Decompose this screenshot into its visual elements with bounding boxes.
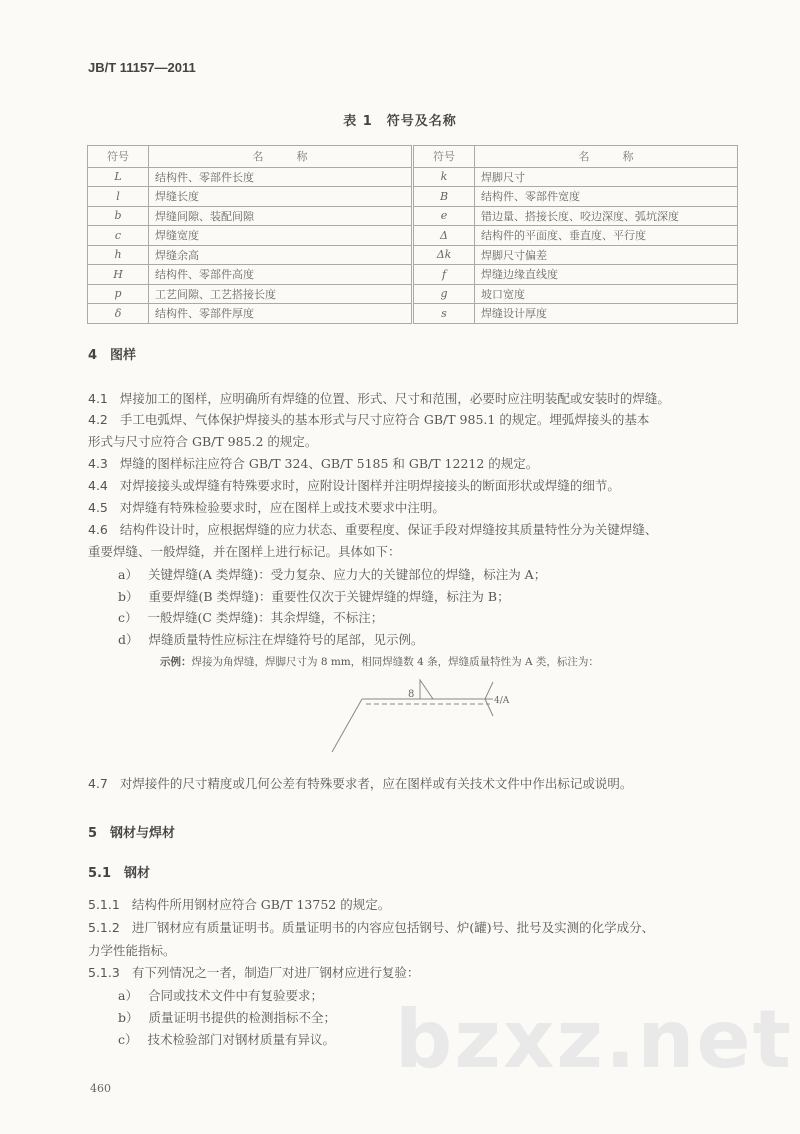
- name-cell: 工艺间隙、工艺搭接长度: [149, 284, 412, 304]
- para-text: 有下列情况之一者，制造厂对进厂钢材应进行复验：: [131, 965, 420, 980]
- clause-number: 5.1.1: [88, 897, 120, 912]
- list-item: [118, 567, 546, 583]
- para-4-2-cont: 形式与尺寸应符合 GB/T 985.2 的规定。: [88, 434, 318, 449]
- page-number: 460: [90, 1082, 111, 1095]
- para-5-1-1: [88, 897, 390, 913]
- symbol-cell: s: [414, 304, 475, 324]
- symbol-cell: L: [88, 167, 149, 187]
- list-item: [118, 988, 323, 1004]
- symbol-cell: l: [88, 187, 149, 207]
- list-marker: a）: [118, 567, 138, 582]
- table-row: [88, 226, 738, 246]
- table-header-row: [88, 146, 738, 168]
- para-4-4: [88, 478, 620, 494]
- para-text: 手工电弧焊、气体保护焊接头的基本形式与尺寸应符合 GB/T 985.1 的规定。埋弧焊接头的基本: [119, 412, 650, 427]
- section-5-title: 5 钢材与焊材: [88, 826, 176, 841]
- example-note: [160, 655, 599, 669]
- list-text: 一般焊缝(C 类焊缝)：其余焊缝，不标注；: [147, 610, 384, 625]
- symbol-cell: Δk: [414, 245, 475, 265]
- clause-number: 5.1.2: [88, 920, 120, 935]
- table-caption: 表 1 符号及名称: [343, 114, 457, 129]
- watermark: bzxz.net: [395, 993, 793, 1086]
- example-text: 焊接为角焊缝，焊脚尺寸为 8 mm，相同焊缝数 4 条，焊缝质量特性为 A 类，标注为：: [191, 656, 599, 668]
- header-name: 名 称: [149, 146, 412, 168]
- clause-number: 5.1.3: [88, 965, 120, 980]
- standard-number: JB/T 11157—2011: [88, 60, 196, 75]
- table-row: [88, 265, 738, 285]
- header-symbol: 符号: [88, 146, 149, 168]
- symbol-cell: c: [88, 226, 149, 246]
- header-name: 名 称: [475, 146, 738, 168]
- name-cell: 结构件、零部件高度: [149, 265, 412, 285]
- symbol-cell: g: [414, 284, 475, 304]
- symbol-cell: δ: [88, 304, 149, 324]
- weld-tail-label: 4/A: [494, 696, 510, 706]
- symbol-cell: e: [414, 206, 475, 226]
- clause-number: 4.4: [88, 478, 108, 493]
- arrow-line: [332, 699, 362, 752]
- table-row: [88, 167, 738, 187]
- symbol-cell: k: [414, 167, 475, 187]
- symbol-cell: B: [414, 187, 475, 207]
- list-item: [118, 1032, 335, 1048]
- para-text: 对焊接接头或焊缝有特殊要求时，应附设计图样并注明焊接接头的断面形状或焊缝的细节。: [119, 478, 620, 493]
- para-4-6-cont: 重要焊缝、一般焊缝，并在图样上进行标记。具体如下：: [88, 544, 401, 559]
- list-text: 焊缝质量特性应标注在焊缝符号的尾部，见示例。: [148, 632, 424, 647]
- para-5-1-2-cont: 力学性能指标。: [88, 943, 176, 958]
- list-text: 技术检验部门对钢材质量有异议。: [147, 1032, 336, 1047]
- name-cell: 焊缝宽度: [149, 226, 412, 246]
- name-cell: 结构件、零部件宽度: [475, 187, 738, 207]
- para-4-2: [88, 412, 649, 428]
- para-text: 对焊接件的尺寸精度或几何公差有特殊要求者，应在图样或有关技术文件中作出标记或说明。: [119, 776, 633, 791]
- list-marker: c）: [118, 1032, 138, 1047]
- name-cell: 焊缝余高: [149, 245, 412, 265]
- name-cell: 焊脚尺寸偏差: [475, 245, 738, 265]
- symbols-table: [87, 145, 738, 324]
- para-text: 对焊缝有特殊检验要求时，应在图样上或技术要求中注明。: [119, 500, 445, 515]
- list-item: [118, 610, 383, 626]
- clause-number: 4.7: [88, 776, 108, 791]
- table-row: [88, 187, 738, 207]
- clause-number: 4.5: [88, 500, 108, 515]
- table-row: [88, 304, 738, 324]
- symbol-cell: h: [88, 245, 149, 265]
- para-text: 结构件设计时，应根据焊缝的应力状态、重要程度、保证手段对焊缝按其质量特性分为关键焊缝、: [119, 522, 658, 537]
- para-4-1: [88, 391, 670, 407]
- list-marker: a）: [118, 988, 138, 1003]
- header-symbol: 符号: [414, 146, 475, 168]
- list-text: 关键焊缝(A 类焊缝)：受力复杂、应力大的关键部位的焊缝，标注为 A；: [147, 567, 547, 582]
- para-text: 进厂钢材应有质量证明书。质量证明书的内容应包括钢号、炉(罐)号、批号及实测的化学成分、: [131, 920, 655, 935]
- list-marker: b）: [118, 589, 139, 604]
- section-4-title: 4 图样: [88, 348, 137, 363]
- clause-number: 4.2: [88, 412, 108, 427]
- list-text: 质量证明书提供的检测指标不全；: [148, 1010, 337, 1025]
- para-text: 焊缝的图样标注应符合 GB/T 324、GB/T 5185 和 GB/T 12212 的规定。: [119, 456, 539, 471]
- name-cell: 坡口宽度: [475, 284, 738, 304]
- example-label: 示例：: [160, 656, 192, 668]
- list-item: [118, 589, 510, 605]
- name-cell: 焊缝间隙、装配间隙: [149, 206, 412, 226]
- name-cell: 结构件、零部件长度: [149, 167, 412, 187]
- para-4-6: [88, 522, 657, 538]
- para-5-1-2: [88, 920, 654, 936]
- name-cell: 焊缝长度: [149, 187, 412, 207]
- symbol-cell: p: [88, 284, 149, 304]
- table-row: [88, 284, 738, 304]
- name-cell: 结构件、零部件厚度: [149, 304, 412, 324]
- name-cell: 结构件的平面度、垂直度、平行度: [475, 226, 738, 246]
- list-text: 重要焊缝(B 类焊缝)：重要性仅次于关键焊缝的焊缝，标注为 B；: [148, 589, 510, 604]
- name-cell: 焊缝边缘直线度: [475, 265, 738, 285]
- para-4-5: [88, 500, 445, 516]
- weld-size-label: 8: [408, 689, 415, 700]
- para-4-3: [88, 456, 538, 472]
- symbol-cell: Δ: [414, 226, 475, 246]
- symbol-cell: f: [414, 265, 475, 285]
- clause-number: 4.1: [88, 391, 108, 406]
- symbol-cell: H: [88, 265, 149, 285]
- list-marker: d）: [118, 632, 139, 647]
- para-4-7: [88, 776, 632, 792]
- list-marker: b）: [118, 1010, 139, 1025]
- para-text: 焊接加工的图样，应明确所有焊缝的位置、形式、尺寸和范围，必要时应注明装配或安装时的焊缝。: [119, 391, 670, 406]
- table-row: [88, 245, 738, 265]
- fillet-weld-symbol-icon: [420, 680, 433, 699]
- list-item: [118, 1010, 336, 1026]
- name-cell: 焊缝设计厚度: [475, 304, 738, 324]
- name-cell: 焊脚尺寸: [475, 167, 738, 187]
- name-cell: 错边量、搭接长度、咬边深度、弧坑深度: [475, 206, 738, 226]
- list-marker: c）: [118, 610, 138, 625]
- clause-number: 4.6: [88, 522, 108, 537]
- clause-number: 4.3: [88, 456, 108, 471]
- para-text: 结构件所用钢材应符合 GB/T 13752 的规定。: [131, 897, 391, 912]
- table-row: [88, 206, 738, 226]
- para-5-1-3: [88, 965, 419, 981]
- section-5-1-title: 5.1 钢材: [88, 866, 151, 881]
- list-text: 合同或技术文件中有复验要求；: [147, 988, 323, 1003]
- weld-symbol-diagram: [330, 672, 530, 757]
- symbol-cell: b: [88, 206, 149, 226]
- list-item: [118, 632, 424, 648]
